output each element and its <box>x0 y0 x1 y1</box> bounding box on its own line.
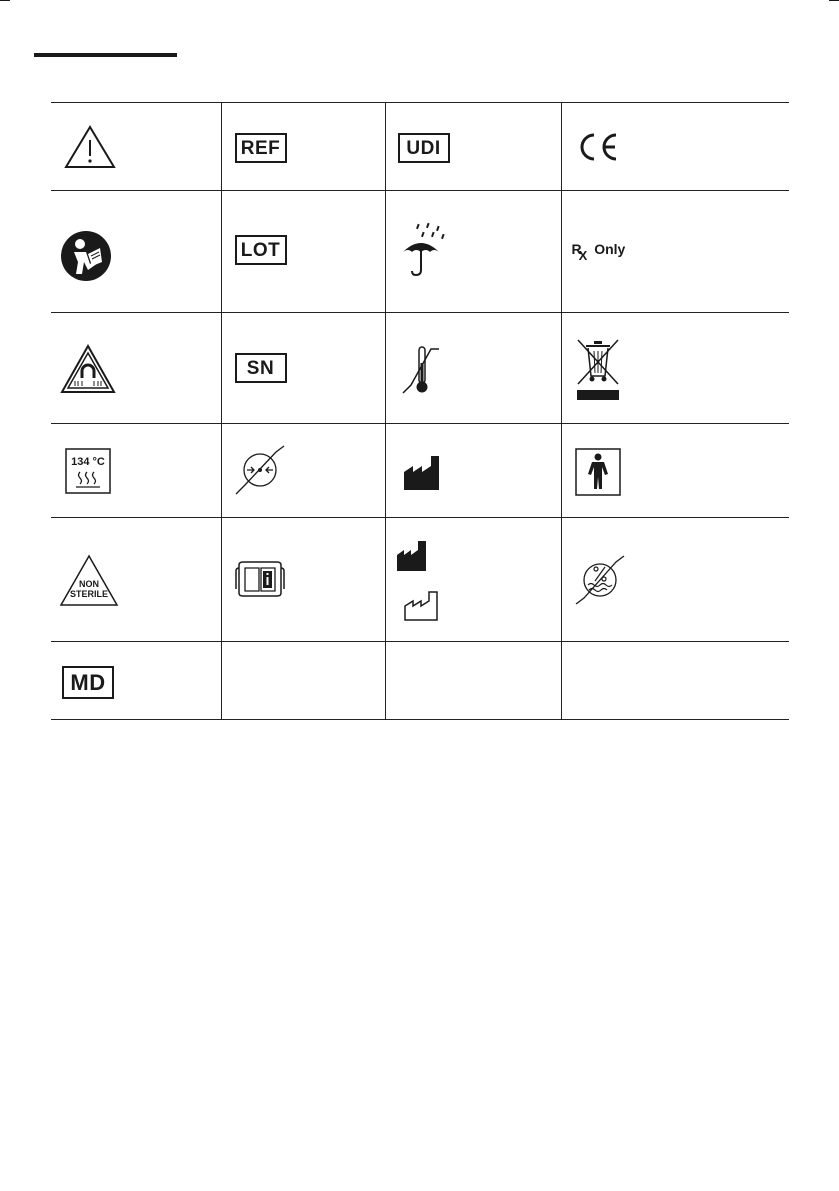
sn-symbol: SN <box>235 353 287 383</box>
rx-only-symbol <box>571 241 626 263</box>
atmospheric-pressure-limit-icon <box>234 442 286 498</box>
non-sterile-line2: STERILE <box>69 589 109 599</box>
manufacturer-icon <box>402 454 446 492</box>
table-cell <box>221 313 385 424</box>
table-cell <box>221 518 385 642</box>
table-cell <box>51 518 221 642</box>
type-bf-applied-part-icon <box>575 448 621 496</box>
temperature-limit-icon <box>401 341 441 397</box>
date-of-manufacture-icon <box>403 588 443 622</box>
table-cell <box>51 191 221 313</box>
ref-symbol: REF <box>235 133 287 163</box>
table-row <box>51 103 789 191</box>
symbols-table <box>51 102 789 720</box>
table-cell <box>561 424 789 518</box>
table-cell <box>221 424 385 518</box>
caution-triangle-icon <box>63 124 117 170</box>
table-cell <box>221 191 385 313</box>
page-corner-mark-left <box>0 0 10 1</box>
table-cell <box>561 313 789 424</box>
table-cell <box>385 313 561 424</box>
mr-unsafe-magnet-icon <box>60 344 116 396</box>
read-manual-icon <box>60 230 112 282</box>
weee-crossed-bin-icon <box>574 336 622 402</box>
table-cell <box>221 103 385 191</box>
page-corner-mark-right <box>829 0 839 1</box>
lot-symbol: LOT <box>235 235 287 265</box>
table-cell <box>51 642 221 720</box>
table-row <box>51 518 789 642</box>
consult-instructions-icon <box>235 561 285 597</box>
non-sterile-icon <box>59 554 119 608</box>
humidity-limit-icon <box>574 552 626 608</box>
sterilization-temperature-icon <box>65 448 111 494</box>
non-sterile-line1: NON <box>79 579 99 589</box>
table-cell <box>385 642 561 720</box>
rx-only-label: Only <box>594 241 626 257</box>
section-heading-rule <box>34 53 177 57</box>
rx-x-letter: X <box>578 248 588 263</box>
table-cell <box>561 103 789 191</box>
table-cell <box>561 642 789 720</box>
table-cell <box>51 424 221 518</box>
table-row <box>51 191 789 313</box>
ce-mark-icon <box>576 131 622 163</box>
table-row <box>51 424 789 518</box>
table-row <box>51 313 789 424</box>
table-cell <box>385 518 561 642</box>
udi-symbol: UDI <box>398 133 450 163</box>
sterilization-temp-label: 134 °C <box>71 456 105 468</box>
table-cell <box>51 313 221 424</box>
table-cell <box>221 642 385 720</box>
md-symbol: MD <box>62 666 114 699</box>
keep-dry-umbrella-icon <box>401 222 449 278</box>
table-cell <box>385 424 561 518</box>
table-cell <box>385 103 561 191</box>
table-cell <box>561 191 789 313</box>
rx-r-letter: R <box>571 241 582 257</box>
table-cell <box>385 191 561 313</box>
table-cell <box>561 518 789 642</box>
manufacturer-icon <box>396 539 432 573</box>
table-row <box>51 642 789 720</box>
table-cell <box>51 103 221 191</box>
